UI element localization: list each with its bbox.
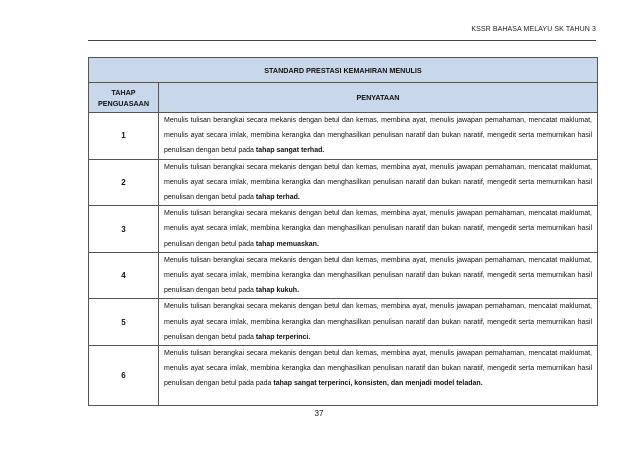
level-cell: 2 [89,159,159,206]
table-row [89,299,598,346]
statement-cell [159,252,598,299]
column-header-level [89,83,159,113]
statement-emphasis: tahap terhad. [255,194,300,202]
level-cell: 6 [89,346,159,406]
statement-cell [159,299,598,346]
statement-cell [159,346,598,406]
statement-cell [159,206,598,253]
statement-text: Menulis tulisan berangkai secara mekanis dengan betul dan kemas, membina ayat, menulis jawapan pemahaman, mencatat maklumat, menulis ayat secara imlak, membina kerangka dan menghasilkan penulisan naratif dan bukan naratif, mengedit serta memurnikan hasil penulisan dengan betul pada pada [164,350,592,388]
statement-emphasis: tahap sangat terperinci, konsisten, dan menjadi model teladan. [273,380,483,388]
statement-emphasis: tahap memuaskan. [255,240,319,248]
level-cell: 5 [89,299,159,346]
level-cell: 3 [89,206,159,253]
table-row [89,252,598,299]
table-row [89,159,598,206]
level-cell: 4 [89,252,159,299]
statement-text: Menulis tulisan berangkai secara mekanis dengan betul dan kemas, membina ayat, menulis jawapan pemahaman, mencatat maklumat, menulis ayat secara imlak, membina kerangka dan menghasilkan penulisan naratif dan bukan naratif, mengedit serta memurnikan hasil penulisan dengan betul pada [164,210,592,248]
statement-cell [159,113,598,160]
statement-text: Menulis tulisan berangkai secara mekanis dengan betul dan kemas, membina ayat, menulis jawapan pemahaman, mencatat maklumat, menulis ayat secara imlak, membina kerangka dan menghasilkan penulisan naratif dan bukan naratif, mengedit serta memurnikan hasil penulisan dengan betul pada [164,256,592,295]
table-header-row [89,83,598,113]
statement-text: Menulis tulisan berangkai secara mekanis dengan betul dan kemas, membina ayat, menulis jawapan pemahaman, mencatat maklumat, menulis ayat secara imlak, membina kerangka dan menghasilkan penulisan naratif dan bukan naratif, mengedit serta memurnikan hasil penulisan dengan betul pada [164,163,592,202]
table-title: STANDARD PRESTASI KEMAHIRAN MENULIS [89,58,598,83]
table-row [89,346,598,406]
column-header-level-line2: PENGUASAAN [97,98,150,108]
statement-cell [159,159,598,206]
running-header: KSSR BAHASA MELAYU SK TAHUN 3 [471,26,596,33]
column-header-statement: PENYATAAN [159,83,598,113]
statement-text: Menulis tulisan berangkai secara mekanis dengan betul dan kemas, membina ayat, menulis jawapan pemahaman, mencatat maklumat, menulis ayat secara imlak, membina kerangka dan menghasilkan penulisan naratif dan bukan naratif, mengedit serta memurnikan hasil penulisan dengan betul pada [164,117,592,155]
table-title-row [89,58,598,83]
table-row [89,206,598,253]
page-number: 37 [314,409,324,418]
header-rule [88,40,596,41]
level-cell: 1 [89,113,159,160]
statement-emphasis: tahap terperinci. [255,333,311,341]
statement-emphasis: tahap sangat terhad. [255,147,325,155]
statement-emphasis: tahap kukuh. [255,287,300,295]
standard-table [88,57,598,406]
column-header-level-line1: TAHAP [111,87,136,97]
statement-text: Menulis tulisan berangkai secara mekanis dengan betul dan kemas, membina ayat, menulis jawapan pemahaman, mencatat maklumat, menulis ayat secara imlak, membina kerangka dan menghasilkan penulisan naratif dan bukan naratif, mengedit serta memurnikan hasil penulisan dengan betul pada [164,303,592,341]
table-row [89,113,598,160]
